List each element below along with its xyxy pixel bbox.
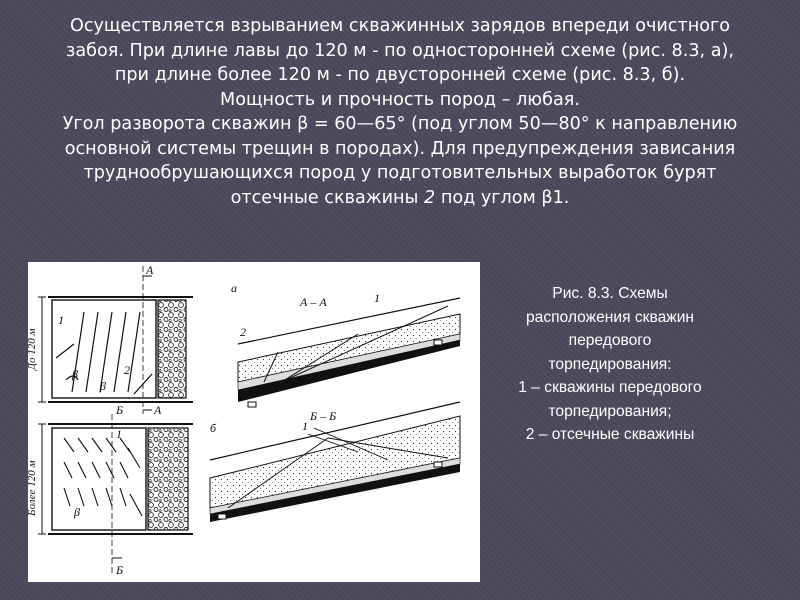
marker-a-bottom: А <box>154 403 162 417</box>
text-segment: отсечные скважины <box>230 187 425 208</box>
figure-caption <box>490 282 730 447</box>
num-1-section-a: 1 <box>374 291 380 305</box>
num-1-plan-b: 1 <box>116 427 122 441</box>
caption-line: торпедирования; <box>548 402 672 420</box>
label-length-more: Более 120 м <box>26 460 38 516</box>
text-line: Угол разворота скважин β = 60—65° (под углом 50—80° к направлению <box>62 114 738 134</box>
marker-a-top: А <box>146 263 154 277</box>
num-1-section-b: 1 <box>302 419 308 433</box>
marker-b-bottom: Б <box>116 563 124 577</box>
text-line: Мощность и прочность пород – любая. <box>220 89 580 110</box>
section-a-a <box>238 298 460 407</box>
marker-b-top: Б <box>116 403 124 417</box>
caption-line: Рис. 8.3. Схемы <box>552 285 668 302</box>
text-segment-italic: 2 <box>424 187 436 208</box>
text-line: при длине более 120 м - по двусторонней схеме (рис. 8.3, б). <box>114 65 686 85</box>
label-section-a-a: А – А <box>300 295 327 309</box>
text-line: основной системы трещин в породах). Для предупреждения зависания <box>64 138 736 159</box>
body-text <box>18 14 782 210</box>
beta-plan-b: β <box>74 505 80 519</box>
num-2-plan-a: 2 <box>124 363 130 377</box>
text-line: Осуществляется взрыванием скважинных зарядов впереди очистного <box>69 16 730 36</box>
num-1-plan-a: 1 <box>58 313 64 327</box>
label-length-up-to: До 120 м <box>26 328 38 370</box>
text-segment: под углом β1. <box>435 187 570 208</box>
caption-line: 2 – отсечные скважины <box>525 426 695 443</box>
label-a: а <box>231 281 237 295</box>
caption-line: передового <box>568 332 652 349</box>
text-line: забоя. При длине лавы до 120 м - по односторонней схеме (рис. 8.3, а), <box>66 40 734 61</box>
plan-one-sided <box>38 266 193 414</box>
text-line: труднообрушающихся пород у подготовительных выработок бурят <box>83 163 717 183</box>
beta1-plan-a: β <box>100 379 106 393</box>
caption-line: расположения скважин <box>525 308 695 326</box>
label-section-b-b: Б – Б <box>310 409 337 423</box>
figure-drawing <box>28 262 480 582</box>
label-b: б <box>210 421 217 435</box>
caption-line: торпедирования: <box>548 355 672 373</box>
text-line <box>18 186 782 211</box>
beta-plan-a: β <box>72 367 78 381</box>
num-2-section-a: 2 <box>240 325 246 339</box>
figure-8-3 <box>28 262 480 582</box>
caption-line: 1 – скважины передового <box>518 379 702 396</box>
